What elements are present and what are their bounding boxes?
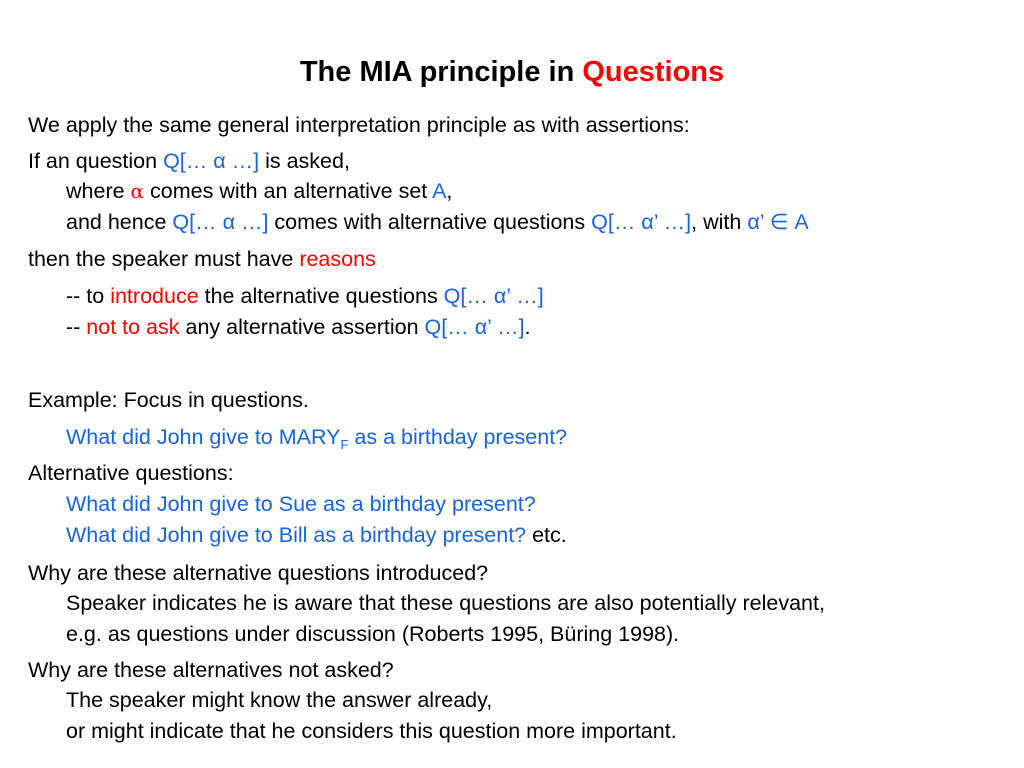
why-introduced-line-2: e.g. as questions under discussion (Roberts 1995, Büring 1998). xyxy=(66,622,680,646)
reasons-word: reasons xyxy=(299,247,376,271)
introduce-word: introduce xyxy=(110,284,199,308)
focus-subscript: F xyxy=(340,437,349,452)
not-ask-formula: Q[… α’ …] xyxy=(424,315,525,339)
why-introduced-line-1: Speaker indicates he is aware that these questions are also potentially relevant, xyxy=(66,591,825,615)
where-line xyxy=(66,178,452,205)
alternative-question-2-line xyxy=(66,522,567,549)
introduce-text-a: -- to xyxy=(66,284,111,308)
example-question-b: as a birthday present? xyxy=(348,425,568,449)
not-ask-word: not to ask xyxy=(86,315,180,339)
slide-title xyxy=(0,54,1024,90)
if-text-b: is asked, xyxy=(259,149,350,173)
example-question xyxy=(66,424,567,451)
not-ask-text-c: . xyxy=(524,315,531,339)
example-heading: Example: Focus in questions. xyxy=(28,388,309,412)
where-text-b: comes with an alternative set xyxy=(144,179,433,203)
hence-text-b: comes with alternative questions xyxy=(268,210,592,234)
not-ask-text-a: -- xyxy=(66,315,87,339)
introduce-line xyxy=(66,283,544,310)
not-ask-line xyxy=(66,314,531,341)
etc-text: etc. xyxy=(526,523,567,547)
where-text-a: where xyxy=(66,179,131,203)
example-question-a: What did John give to MARY xyxy=(66,425,341,449)
why-not-asked-line-2: or might indicate that he considers this question more important. xyxy=(66,719,677,743)
title-main: The MIA principle in xyxy=(299,56,583,88)
hence-text-c: , with xyxy=(691,210,748,234)
alternative-question-2: What did John give to Bill as a birthday present? xyxy=(66,523,527,547)
title-accent: Questions xyxy=(582,56,725,88)
alternatives-heading: Alternative questions: xyxy=(28,461,234,485)
if-line xyxy=(28,148,350,175)
alpha-symbol: α xyxy=(130,179,145,203)
intro-line: We apply the same general interpretation principle as with assertions: xyxy=(28,113,690,137)
hence-text-a: and hence xyxy=(66,210,173,234)
why-introduced-heading: Why are these alternative questions introduced? xyxy=(28,561,489,585)
alternative-question-1: What did John give to Sue as a birthday present? xyxy=(66,492,536,516)
hence-question-formula: Q[… α …] xyxy=(172,210,269,234)
introduce-text-b: the alternative questions xyxy=(198,284,444,308)
if-question-formula: Q[… α …] xyxy=(163,149,260,173)
then-line xyxy=(28,246,376,273)
why-not-asked-line-1: The speaker might know the answer already, xyxy=(66,688,493,712)
alternative-set-label: A xyxy=(432,179,447,203)
introduce-formula: Q[… α’ …] xyxy=(443,284,544,308)
if-text-a: If an question xyxy=(28,149,164,173)
hence-line xyxy=(66,209,809,236)
where-text-c: , xyxy=(446,179,453,203)
not-ask-text-b: any alternative assertion xyxy=(179,315,425,339)
why-not-asked-heading: Why are these alternatives not asked? xyxy=(28,658,394,682)
alt-question-formula: Q[… α’ …] xyxy=(591,210,692,234)
then-text: then the speaker must have xyxy=(28,247,300,271)
membership-formula: α’ ∈ A xyxy=(747,210,809,234)
